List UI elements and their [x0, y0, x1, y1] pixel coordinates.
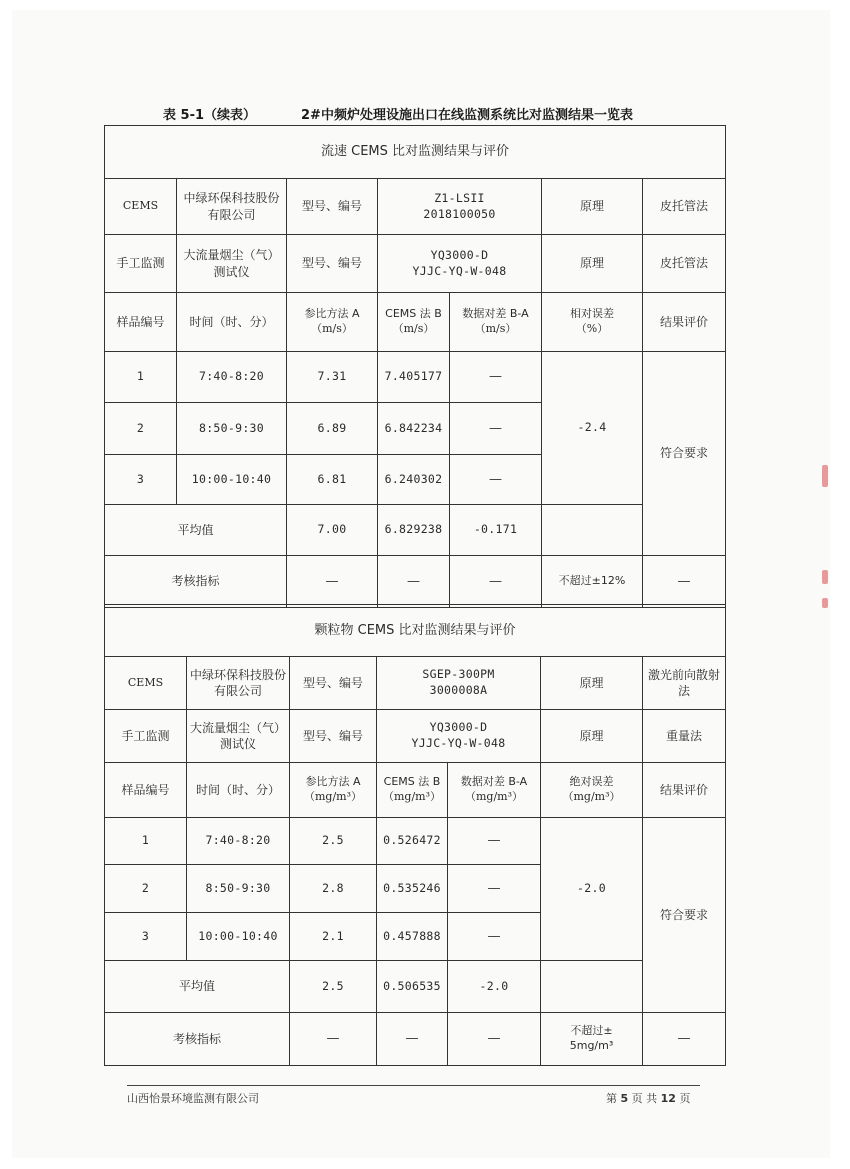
average-row [105, 961, 726, 1013]
seal-edge-mark [822, 598, 828, 608]
header-sample: 样品编号 [105, 763, 187, 818]
sample-no: 1 [105, 352, 177, 403]
manual-label: 手工监测 [105, 710, 187, 763]
absolute-error: -2.0 [541, 818, 643, 961]
ref-a-value: 2.8 [290, 865, 377, 913]
header-ref-a-label: 参比方法 A [305, 775, 361, 789]
manual-model-label: 型号、编号 [290, 710, 377, 763]
header-time: 时间（时、分） [177, 293, 287, 352]
relative-error: -2.4 [542, 352, 643, 505]
criteria-row [105, 556, 726, 608]
header-diff-label: 数据对差 B-A [460, 775, 528, 789]
cems-principle: 激光前向散射法 [643, 657, 726, 710]
header-cems-b [377, 763, 448, 818]
criteria-eval: — [643, 556, 726, 608]
header-ref-a-unit: （mg/m³） [303, 790, 363, 803]
sample-time: 10:00-10:40 [177, 455, 287, 505]
diff-value: — [448, 913, 541, 961]
header-time: 时间（时、分） [187, 763, 290, 818]
header-ref-a [290, 763, 377, 818]
cems-b-value: 7.405177 [378, 352, 450, 403]
footer-company: 山西怡景环境监测有限公司 [127, 1092, 259, 1105]
table-caption: 2#中频炉处理设施出口在线监测系统比对监测结果一览表 [301, 108, 633, 123]
criteria-limit-line2: 5mg/m³ [569, 1039, 614, 1052]
header-error-unit: （%） [575, 322, 609, 335]
seal-edge-mark [822, 570, 828, 584]
seal-edge-mark [822, 465, 828, 487]
manual-model-label: 型号、编号 [287, 235, 378, 293]
header-error-label: 相对误差 [570, 307, 614, 321]
cems-maker: 中绿环保科技股份有限公司 [177, 179, 287, 235]
manual-principle-label: 原理 [541, 710, 643, 763]
average-a: 2.5 [290, 961, 377, 1013]
average-diff: -0.171 [450, 505, 542, 556]
cems-model-number [378, 179, 542, 235]
ref-a-value: 7.31 [287, 352, 378, 403]
page-suffix: 页 [679, 1092, 691, 1105]
average-error-blank [542, 505, 643, 556]
criteria-label: 考核指标 [105, 1013, 290, 1066]
cems-b-value: 0.457888 [377, 913, 448, 961]
manual-number: YJJC-YQ-W-048 [411, 736, 506, 750]
header-cems-b-label: CEMS 法 B [385, 307, 442, 321]
cems-b-value: 6.842234 [378, 403, 450, 455]
cems-b-value: 6.240302 [378, 455, 450, 505]
criteria-diff: — [448, 1013, 541, 1066]
header-diff-unit: （mg/m³） [464, 790, 524, 803]
cems-model-label: 型号、编号 [287, 179, 378, 235]
header-error-unit: （mg/m³） [562, 790, 621, 803]
header-eval: 结果评价 [643, 293, 726, 352]
header-diff-unit: （m/s） [474, 322, 517, 335]
manual-principle: 重量法 [643, 710, 726, 763]
ref-a-value: 6.81 [287, 455, 378, 505]
header-error [542, 293, 643, 352]
cems-maker: 中绿环保科技股份有限公司 [187, 657, 290, 710]
manual-principle-label: 原理 [542, 235, 643, 293]
manual-info-row [105, 235, 726, 293]
cems-b-value: 0.526472 [377, 818, 448, 865]
average-a: 7.00 [287, 505, 378, 556]
footer-page-number [606, 1090, 690, 1106]
average-diff: -2.0 [448, 961, 541, 1013]
diff-value: — [450, 455, 542, 505]
cems-info-row [105, 179, 726, 235]
criteria-label: 考核指标 [105, 556, 287, 608]
cems-model: Z1-LSII [434, 190, 485, 205]
header-diff [450, 293, 542, 352]
average-error-blank [541, 961, 643, 1013]
header-ref-a [287, 293, 378, 352]
section-header-row [105, 605, 726, 657]
sample-time: 8:50-9:30 [177, 403, 287, 455]
flow-cems-table [104, 125, 726, 608]
cems-principle: 皮托管法 [643, 179, 726, 235]
header-diff [448, 763, 541, 818]
sample-time: 7:40-8:20 [187, 818, 290, 865]
ref-a-value: 6.89 [287, 403, 378, 455]
cems-info-row [105, 657, 726, 710]
manual-model: YQ3000-D [430, 247, 489, 262]
criteria-row [105, 1013, 726, 1066]
criteria-eval: — [643, 1013, 726, 1066]
cems-label: CEMS [105, 179, 177, 235]
average-b: 6.829238 [378, 505, 450, 556]
manual-principle: 皮托管法 [643, 235, 726, 293]
sample-time: 7:40-8:20 [177, 352, 287, 403]
header-diff-label: 数据对差 B-A [462, 307, 529, 321]
cems-number: 2018100050 [423, 206, 496, 221]
page-current: 5 [620, 1092, 629, 1105]
cems-number: 3000008A [429, 683, 488, 697]
header-error [541, 763, 643, 818]
section-header-row [105, 126, 726, 179]
sample-time: 10:00-10:40 [187, 913, 290, 961]
sample-no: 2 [105, 865, 187, 913]
criteria-limit-line1: 不超过± [570, 1024, 613, 1038]
criteria-limit: 不超过±12% [542, 556, 643, 608]
manual-number: YJJC-YQ-W-048 [412, 263, 507, 278]
page-mid: 页 共 [631, 1092, 658, 1105]
page-prefix: 第 [606, 1092, 617, 1105]
result-evaluation: 符合要求 [643, 352, 726, 556]
cems-model-label: 型号、编号 [290, 657, 377, 710]
table-label: 表 5-1（续表） [163, 108, 257, 123]
column-header-row [105, 293, 726, 352]
cems-principle-label: 原理 [541, 657, 643, 710]
header-cems-b-unit: （mg/m³） [382, 790, 442, 803]
pm-cems-table [104, 604, 726, 1066]
footer-divider [127, 1085, 700, 1086]
criteria-b: — [378, 556, 450, 608]
header-cems-b-unit: （m/s） [392, 322, 435, 335]
criteria-a: — [287, 556, 378, 608]
manual-device: 大流量烟尘（气）测试仪 [177, 235, 287, 293]
header-cems-b [378, 293, 450, 352]
criteria-diff: — [450, 556, 542, 608]
cems-model-number [377, 657, 541, 710]
manual-info-row [105, 710, 726, 763]
diff-value: — [448, 818, 541, 865]
cems-label: CEMS [105, 657, 187, 710]
diff-value: — [448, 865, 541, 913]
pm-section-title: 颗粒物 CEMS 比对监测结果与评价 [105, 605, 726, 657]
criteria-b: — [377, 1013, 448, 1066]
sample-no: 3 [105, 913, 187, 961]
average-b: 0.506535 [377, 961, 448, 1013]
sample-no: 2 [105, 403, 177, 455]
table-row [105, 818, 726, 865]
header-ref-a-label: 参比方法 A [304, 307, 360, 321]
header-cems-b-label: CEMS 法 B [383, 775, 441, 789]
column-header-row [105, 763, 726, 818]
manual-model: YQ3000-D [429, 720, 488, 735]
header-ref-a-unit: （m/s） [311, 322, 353, 335]
average-label: 平均值 [105, 505, 287, 556]
ref-a-value: 2.5 [290, 818, 377, 865]
flow-section-title: 流速 CEMS 比对监测结果与评价 [105, 126, 726, 179]
manual-label: 手工监测 [105, 235, 177, 293]
average-label: 平均值 [105, 961, 290, 1013]
diff-value: — [450, 352, 542, 403]
criteria-a: — [290, 1013, 377, 1066]
sample-no: 1 [105, 818, 187, 865]
header-eval: 结果评价 [643, 763, 726, 818]
manual-model-number [377, 710, 541, 763]
table-row [105, 352, 726, 403]
cems-b-value: 0.535246 [377, 865, 448, 913]
diff-value: — [450, 403, 542, 455]
average-row [105, 505, 726, 556]
sample-time: 8:50-9:30 [187, 865, 290, 913]
manual-model-number [378, 235, 542, 293]
criteria-limit [541, 1013, 643, 1066]
sample-no: 3 [105, 455, 177, 505]
manual-device: 大流量烟尘（气）测试仪 [187, 710, 290, 763]
page-total: 12 [660, 1092, 676, 1105]
ref-a-value: 2.1 [290, 913, 377, 961]
result-evaluation: 符合要求 [643, 818, 726, 1013]
header-error-label: 绝对误差 [569, 775, 614, 789]
cems-principle-label: 原理 [542, 179, 643, 235]
cems-model: SGEP-300PM [422, 667, 495, 682]
header-sample: 样品编号 [105, 293, 177, 352]
